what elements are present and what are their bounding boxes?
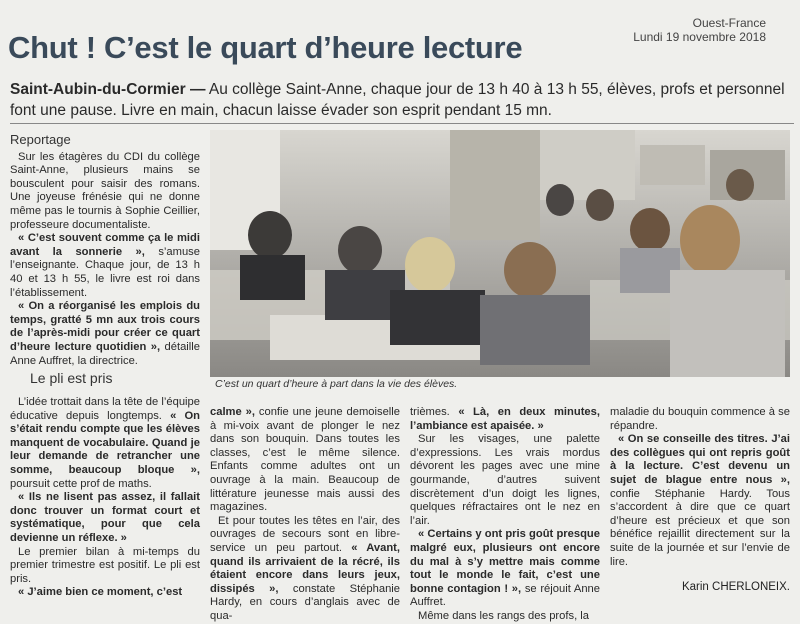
column-2 xyxy=(210,406,400,624)
headline: Chut ! C’est le quart d’heure lecture xyxy=(8,30,523,65)
source-info xyxy=(633,16,766,44)
rubric-label: Reportage xyxy=(10,132,71,147)
standfirst xyxy=(10,79,790,121)
author-signature: Karin CHERLONEIX. xyxy=(681,581,790,593)
col2-paragraph-1: calme », confie une jeune demoiselle à mi-voix avant de plonger le nez dans son bouquin. Dans toutes les classes, c’est le même silence. Enfants comme adultes ont un ouvrage à la main. Beaucoup de littérature jeunesse mais aussi des magazines. xyxy=(210,406,400,514)
subhead: Le pli est pris xyxy=(30,370,113,387)
quote-paragraph-2: « On a réorganisé les emplois du temps, gratté 5 mn aux trois cours de l’après-midi pour créer ce quart d’heure lecture quotidien », détaille Anne Auffret, la directrice. xyxy=(10,300,200,367)
col2-paragraph-2: Et pour toutes les têtes en l’air, des ouvrages de secours sont en libre-service un peu partout. « Avant, quand ils arrivaient de la récré, ils étaient encore dans leurs jeux, dissipés », constate Stéphanie Hardy, en cours d’anglais avec de qua- xyxy=(210,514,400,622)
column-intro xyxy=(10,133,200,388)
col1-paragraph-2: « Ils ne lisent pas assez, il fallait donc trouver un format court et systématique, pour que cela devienne un réflexe. » xyxy=(10,491,200,544)
photo-caption: C’est un quart d’heure à part dans la vie des élèves. xyxy=(215,378,458,390)
standfirst-place: Saint-Aubin-du-Cormier — xyxy=(10,81,206,98)
col3-paragraph-2: Sur les visages, une palette d’expressions. Les vrais mordus dévorent les pages avec une mine gourmande, d’autres suivent discrètement d’un doigt les lignes, quelques réfractaires ont le nez en l’air. xyxy=(410,433,600,527)
standfirst-text: Au collège Saint-Anne, chaque jour de 13 h 40 à 13 h 55, élèves, profs et personnel font une pause. Livre en main, chacun laisse évader son esprit pendant 15 mn. xyxy=(10,81,785,119)
column-3 xyxy=(410,406,600,624)
publication-date: Lundi 19 novembre 2018 xyxy=(633,30,766,44)
column-1 xyxy=(10,396,200,600)
col1-paragraph-4: « J’aime bien ce moment, c’est xyxy=(18,586,183,599)
col4-paragraph-2: « On se conseille des titres. J’ai des collègues qui ont repris goût à la lecture. C’est devenu un sujet de blague entre nous », confie Stéphanie Hardy. Tous s’accordent à dire que ce quart d’heure est précieux et que son bénéfice rejaillit directement sur la suite de la journée et sur l’envie de lire. xyxy=(610,433,790,568)
col4-paragraph-1: maladie du bouquin commence à se répandre. xyxy=(610,406,790,432)
quote-paragraph-1: « C’est souvent comme ça le midi avant la sonnerie », s’amuse l’enseignante. Chaque jour, de 13 h 40 et 13 h 55, le livre est roi dans l’établissement. xyxy=(10,232,200,299)
intro-paragraph: Sur les étagères du CDI du collège Saint-Anne, plusieurs mains se bousculent pour saisir des romans. Une joyeuse frénésie qui ne donne même pas le tournis à Sophie Ceillier, professeure documentaliste. xyxy=(10,150,200,231)
col1-paragraph-3: Le premier bilan à mi-temps du premier trimestre est positif. Le pli est pris. xyxy=(10,545,200,585)
classroom-photo-illustration xyxy=(210,130,790,377)
col3-paragraph-1: trièmes. « Là, en deux minutes, l’ambiance est apaisée. » xyxy=(410,406,600,432)
newspaper-name: Ouest-France xyxy=(692,16,766,30)
col3-paragraph-3: « Certains y ont pris goût presque malgré eux, plusieurs ont encore du mal à s’y mettre mais comme tout le monde le fait, c’est une bonne contagion ! », se réjouit Anne Auffret. xyxy=(410,528,601,609)
col1-paragraph-1: L’idée trottait dans la tête de l’équipe éducative depuis longtemps. « On s’était rendu compte que les élèves manquent de vocabulaire. Quand je leur demande de retrancher une somme, beaucoup bloque », poursuit cette prof de maths. xyxy=(10,396,200,490)
classroom-photo xyxy=(210,130,790,377)
divider xyxy=(10,123,794,124)
col3-paragraph-4: Même dans les rangs des profs, la xyxy=(418,609,590,622)
column-4 xyxy=(610,406,790,569)
